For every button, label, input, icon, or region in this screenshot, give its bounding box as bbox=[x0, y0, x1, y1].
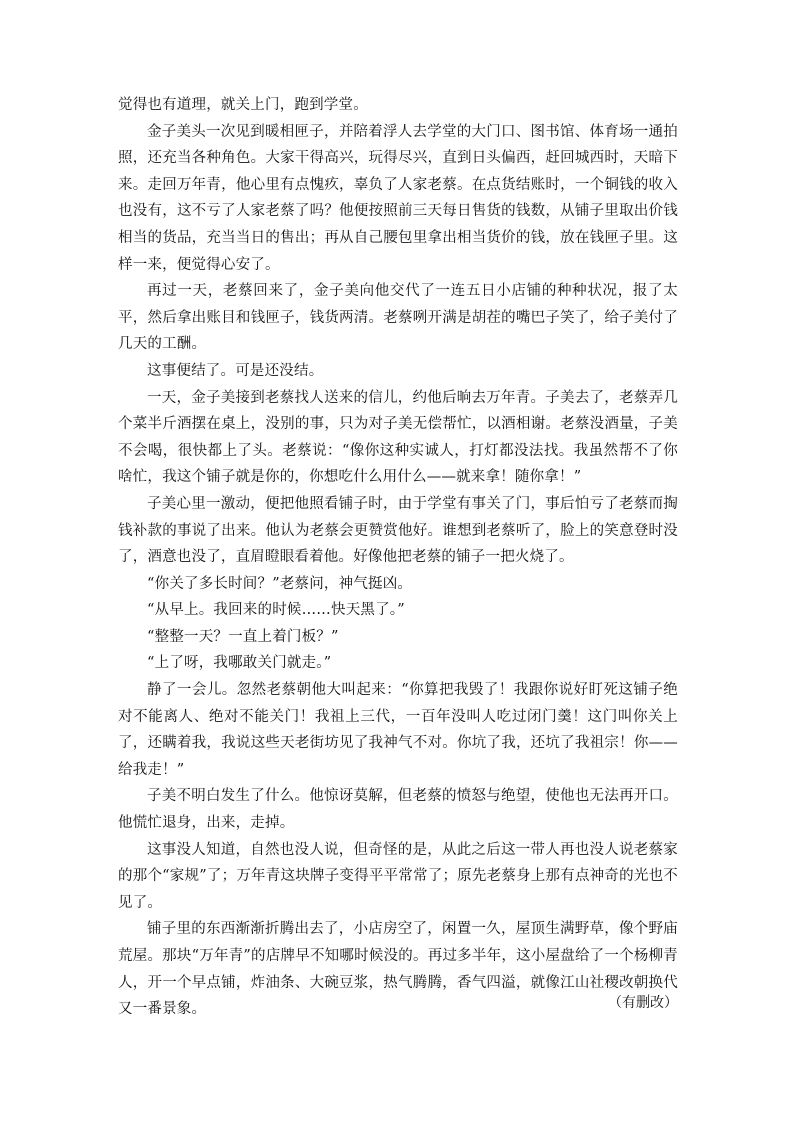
paragraph: 觉得也有道理，就关上门，跑到学堂。 bbox=[118, 97, 368, 113]
story-text bbox=[118, 92, 678, 1023]
paragraph: 子美不明白发生了什么。他惊讶莫解，但老蔡的愤怒与绝望，使他也无法再开口。他慌忙退身，出来，走掉。 bbox=[118, 788, 678, 832]
dialogue-line: “从早上。我回来的时候……快天黑了。” bbox=[147, 602, 405, 619]
paragraph: 子美心里一激动，便把他照看铺子时，由于学堂有事关了门，事后怕亏了老蔡而掏钱补款的事说了出来。他认为老蔡会更赞赏他好。谁想到老蔡听了，脸上的笑意登时没了，酒意也没了，直眉瞪眼看着他。好像他把老蔡的铺子一把火烧了。 bbox=[118, 495, 678, 566]
dialogue-line: “整整一天？一直上着门板？” bbox=[147, 628, 339, 645]
paragraph: 静了一会儿。忽然老蔡朝他大叫起来：“你算把我毁了！我跟你说好盯死这铺子绝对不能离人、绝对不能关门！我祖上三代，一百年没叫人吃过闭门羹！这门叫你关上了，还瞒着我，我说这些天老街坊见了我神气不对。你坑了我，还坑了我祖宗！你——给我走！” bbox=[118, 682, 678, 778]
paragraph: 再过一天，老蔡回来了，金子美向他交代了一连五日小店铺的种种状况，报了太平，然后拿出账目和钱匣子，钱货两清。老蔡咧开满是胡茬的嘴巴子笑了，给子美付了几天的工酬。 bbox=[118, 283, 678, 353]
paragraph: 铺子里的东西渐渐折腾出去了，小店房空了，闲置一久，屋顶生满野草，像个野庙荒屋。那块“万年青”的店牌早不知哪时候没的。再过多半年，这小屋盘给了一个杨柳青人，开一个早点铺，炸油条、大碗豆浆，热气腾腾，香气四溢，就像江山社稷改朝换代又一番景象。 bbox=[118, 921, 678, 1018]
paragraph: 一天，金子美接到老蔡找人送来的信儿，约他后晌去万年青。子美去了，老蔡弄几个菜半斤酒摆在桌上，没别的事，只为对子美无偿帮忙，以酒相谢。老蔡没酒量，子美不会喝，很快都上了头。老蔡说：“像你这种实诚人，打灯都没法找。我虽然帮不了你啥忙，我这个铺子就是你的，你想吃什么用什么——就来拿！随你拿！” bbox=[118, 389, 678, 486]
paragraph: 这事没人知道，自然也没人说，但奇怪的是，从此之后这一带人再也没人说老蔡家的那个“家规”了；万年青这块牌子变得平平常常了；原先老蔡身上那有点神奇的光也不见了。 bbox=[118, 841, 678, 911]
source-note: （有删改） bbox=[608, 995, 678, 1011]
paragraph: 这事便结了。可是还没结。 bbox=[147, 362, 324, 379]
paragraph: 金子美头一次见到暖相匣子，并陪着浮人去学堂的大门口、图书馆、体育场一通拍照，还充当各种角色。大家干得高兴，玩得尽兴，直到日头偏西，赶回城西时，天暗下来。走回万年青，他心里有点愧疚，辜负了人家老蔡。在点货结账时，一个铜钱的收入也没有，这不亏了人家老蔡了吗？他便按照前三天每日售货的钱数，从铺子里取出价钱相当的货品，充当当日的售出；再从自己腰包里拿出相当货价的钱，放在钱匣子里。这样一来，便觉得心安了。 bbox=[118, 123, 678, 273]
dialogue-line: “上了呀，我哪敢关门就走。” bbox=[147, 655, 332, 672]
dialogue-line: “你关了多长时间？”老蔡问，神气挺凶。 bbox=[147, 575, 413, 592]
